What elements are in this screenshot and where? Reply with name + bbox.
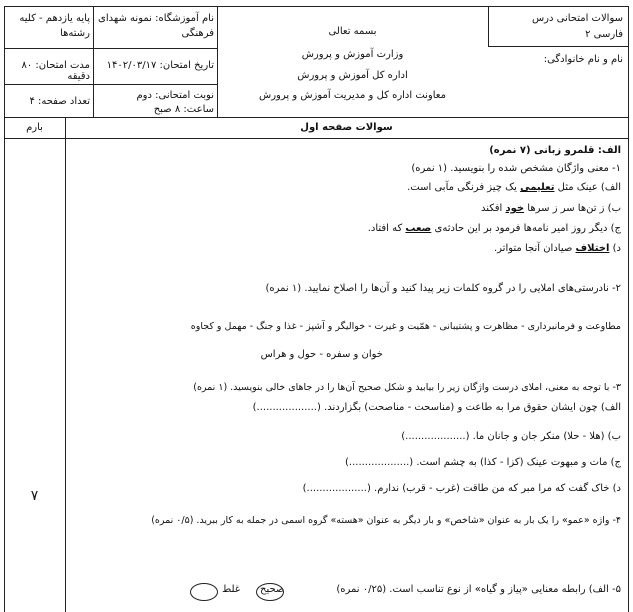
q2-words-line2: خوان و سفره - حول و هراس: [260, 349, 383, 360]
duration: مدت امتحان: ۸۰ دقیقه: [21, 60, 90, 82]
school-name: نام آموزشگاه: نمونه شهدای فرهنگی: [98, 13, 214, 39]
q5-false-option[interactable]: [190, 583, 218, 601]
q3-item-b: ب) (هلا - حلا) منکر جان و جانان ما. (...................): [401, 431, 621, 442]
score-value: ۷: [30, 488, 39, 504]
header-divider-1: [93, 6, 94, 117]
q1-c-post: که افتاد.: [367, 223, 406, 234]
section-a-title: الف: قلمرو زبانی (۷ نمره): [489, 145, 621, 156]
table-header-bottom-line: [4, 138, 629, 139]
q1-a-post: یک چیز فرنگی مآبی است.: [407, 182, 521, 193]
exam-time: ساعت: ۸ صبح: [153, 104, 214, 115]
border-left: [4, 6, 5, 612]
q1-b-word: خود: [505, 203, 525, 214]
q1-b-pre: ب) ز تن‌ها سر ز سرها: [524, 203, 621, 214]
q5-true-option[interactable]: [256, 583, 284, 601]
invocation: بسمه تعالی: [328, 26, 377, 37]
q1-prompt: ۱- معنی واژگان مشخص شده را بنویسید. (۱ نمره): [411, 163, 621, 174]
ministry: وزارت آموزش و پرورش: [301, 49, 404, 60]
q1-b-post: افکند: [480, 203, 506, 214]
right-box-separator: [488, 46, 628, 47]
exam-turn: نوبت امتحانی: دوم: [136, 90, 214, 101]
page-count: تعداد صفحه: ۴: [29, 96, 90, 107]
q1-d-post: صیادان آنجا متواتر.: [493, 243, 576, 254]
student-name-label: نام و نام خانوادگی:: [543, 54, 623, 65]
deputy: معاونت اداره کل و مدیریت آموزش و پرورش: [259, 90, 446, 101]
q1-c-pre: ج) دیگر روز امیر نامه‌ها فرمود بر این حادثه‌ی: [431, 223, 621, 234]
q1-d-word: اختلاف: [575, 243, 610, 254]
header-divider-3: [488, 6, 489, 46]
grade: پایه یازدهم - کلیه رشته‌ها: [19, 13, 90, 39]
border-right: [628, 6, 629, 612]
left-separator-2: [4, 84, 217, 85]
q5-false-label: غلط: [222, 584, 241, 595]
q1-item-a: [407, 182, 621, 193]
q5-prompt: ۵- الف) رابطه معنایی «پیاز و گیاه» از نوع تناسب است. (۰/۲۵ نمره): [336, 584, 621, 595]
header-bottom-line: [4, 117, 629, 118]
score-column-header: بارم: [26, 122, 43, 133]
q2-words-line1: مطاوعت و فرمانبرداری - مظاهرت و پشتیبانی - همّیت و غیرت - خوالیگر و آشپز - غذا و جنگ - مهمل و کجاوه: [190, 321, 621, 332]
q3-prompt: ۳- با توجه به معنی، املای درست واژگان زیر را بیابید و شکل صحیح آن‌ها را در جاهای خالی بنویسید. (۱ نمره): [193, 382, 621, 393]
q1-item-c: [368, 223, 621, 234]
q2-prompt: ۲- نادرستی‌های املایی را در گروه کلمات زیر پیدا کنید و آن‌ها را اصلاح نمایید. (۱ نمره): [265, 283, 621, 294]
exam-title: سوالات امتحانی درس: [531, 13, 623, 24]
q1-item-b: [481, 203, 621, 214]
q5-true-label: صحیح: [260, 584, 285, 595]
q1-item-d: [494, 243, 621, 254]
q1-d-pre: د): [609, 243, 621, 254]
q3-item-d: د) خاک گفت که مرا مبر که من طاقت (غرب - قرب) ندارم. (...................): [302, 483, 621, 494]
subject: فارسی ۲: [585, 29, 623, 40]
q4-prompt: ۴- واژه «عمو» را یک بار به عنوان «شاخص» و بار دیگر به عنوان «هسته» گروه اسمی در جمله به کار ببرید. (۰/۵ نمره): [151, 515, 621, 526]
q3-item-c: ج) مات و مبهوت عینک (کزا - کذا) به چشم است. (...................): [345, 457, 621, 468]
office: اداره کل آموزش و پرورش: [297, 70, 408, 81]
score-column-divider: [65, 117, 66, 612]
questions-column-header: سوالات صفحه اول: [300, 122, 393, 133]
q3-item-a: الف) چون ایشان حقوق مرا به طاعت و (مناسحت - مناصحت) بگزاردند. (...................): [252, 402, 621, 413]
border-top: [4, 6, 629, 7]
q1-a-word: تعلیمی: [520, 182, 555, 193]
exam-date: تاریخ امتحان: ۱۴۰۲/۰۳/۱۷: [106, 60, 214, 71]
q1-a-pre: الف) عینک مثل: [554, 182, 621, 193]
q1-c-word: صعب: [405, 223, 432, 234]
left-separator-1: [4, 48, 217, 49]
